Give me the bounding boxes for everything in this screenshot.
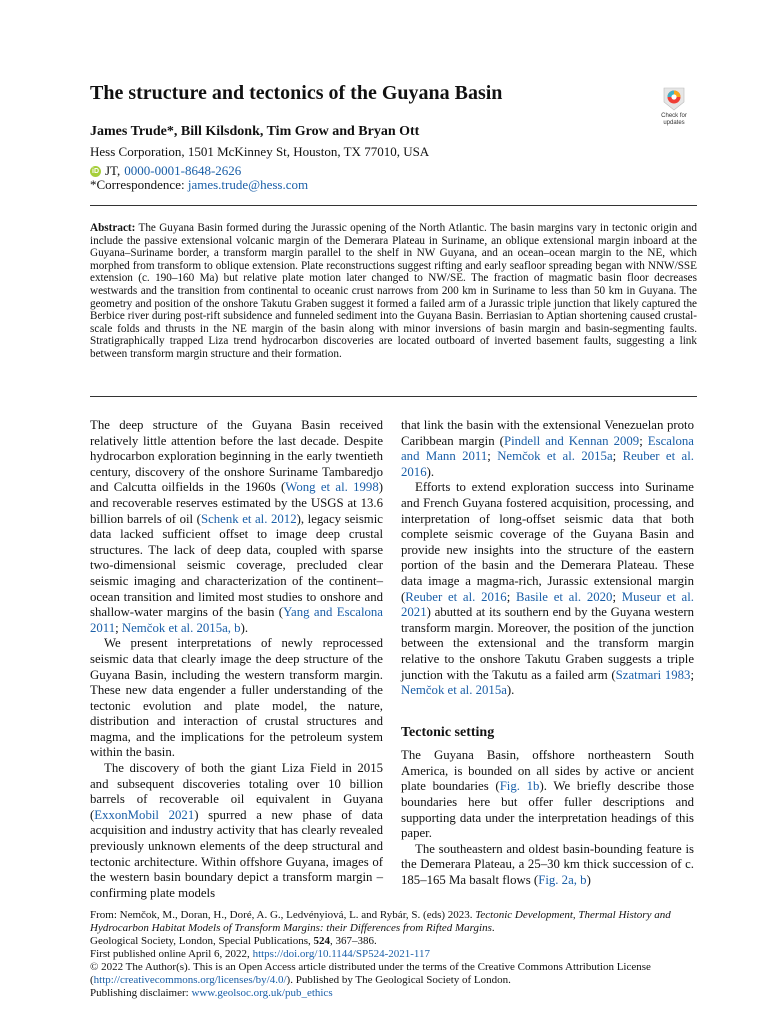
series-citation: Geological Society, London, Special Publications, 524, 367–386.	[90, 935, 377, 947]
figure-link[interactable]: Fig. 2a, b	[538, 873, 587, 888]
paragraph: The discovery of both the giant Liza Field in 2015 and subsequent discoveries totaling over 10 billion barrels of recoverable oil equivalent in Guyana (ExxonMobil 2021) spurred a new phase of data acquisition and industry activity that has clearly revealed previously unknown elements of the deep structural and tectonic architecture. Within offshore Guyana, images of the western basin boundary depict a transform margin – confirming plate models	[90, 761, 383, 900]
citation-link[interactable]: Escalona and Mann 2011	[401, 433, 694, 464]
citation-link[interactable]: Reuber et al. 2016	[405, 589, 507, 604]
paragraph: The deep structure of the Guyana Basin received relatively little attention before the last decade. Despite hydrocarbon exploration beginning in the early twentieth century, discovery of the onshore Suriname Tambaredjo and Calcutta oilfields in the 1960s (Wong et al. 1998) and recoverable reserves estimated by the USGS at 13.6 billion barrels of oil (Schenk et al. 2012), legacy seismic data lacked sufficient offset to image deep crustal structures. The lack of deep data, coupled with sparse two-dimensional seismic coverage, precluded clear seismic imaging and characterization of the continent–ocean transition and limited most studies to onshore and shallow-water margins of the basin (Yang and Escalona 2011; Nemčok et al. 2015a, b).	[90, 418, 383, 635]
license-notice: © 2022 The Author(s). This is an Open Access article distributed under the terms of the Creative Commons Attribution License (http://creativecommons.org/licenses/by/4.0/). Published by The Geological Society of London.	[90, 961, 651, 986]
article-title: The structure and tectonics of the Guyana Basin	[90, 82, 503, 104]
orcid-initials: JT,	[105, 163, 121, 178]
citation-link[interactable]: Wong et al. 1998	[285, 480, 379, 495]
section-heading-tectonic-setting: Tectonic setting	[401, 724, 495, 740]
correspondence: *Correspondence: james.trude@hess.com	[90, 177, 309, 192]
abstract-text: The Guyana Basin formed during the Jurassic opening of the North Atlantic. The basin margins vary in tectonic origin and include the passive extensional volcanic margin of the Demerara Plateau in Suriname, an oblique extensional margin inboard at the Guyana–Suriname border, a transform margin parallel to the shelf in NW Guyana, and an ocean–ocean margin to the NE, which morphed from transform to oblique extension. Plate reconstructions suggest rifting and early seafloor spreading began with NNW/SSE extension (c. 190–160 Ma) but relative plate motion later changed to NW/SE. The fraction of magmatic basin floor decreases westwards and the transition from continental to oceanic crust narrows from 200 km in Suriname to less than 50 km in Guyana. The geometry and position of the onshore Takutu Graben suggest it formed a failed arm of a Jurassic triple junction that likely captured the Berbice river during post-rift subsidence and funneled sediment into the Guyana Basin. Berriasian to Aptian shortening caused crustal-scale folds and thrusts in the NE margin of the basin along with minor inversions of basin margin and basin-segmenting faults. Stratigraphically trapped Liza trend hydrocarbon discoveries are located outboard of inverted basement faults, suggesting a link between transform margin structure and their formation.	[90, 222, 697, 360]
citation-link[interactable]: Szatmari 1983	[615, 667, 691, 682]
check-for-updates-label: Check for updates	[661, 113, 687, 126]
doi-link[interactable]: https://doi.org/10.1144/SP524-2021-117	[252, 948, 431, 960]
abstract-label: Abstract:	[90, 222, 136, 234]
citation-footer	[90, 909, 700, 1000]
citation-link[interactable]: Basile et al. 2020	[515, 589, 613, 604]
abstract-top-rule	[90, 205, 697, 206]
left-column	[90, 418, 383, 901]
correspondence-email-link[interactable]: james.trude@hess.com	[187, 177, 309, 192]
source-citation: From: Nemčok, M., Doran, H., Doré, A. G., Ledvényiová, L. and Rybár, S. (eds) 2023. Tectonic Development, Thermal History and Hydrocarbon Habitat Models of Transform Margins: their Differences from Rifted Margins.	[90, 909, 671, 934]
orcid-link[interactable]: 0000-0001-8648-2626	[124, 163, 242, 178]
publication-date: First published online April 6, 2022, https://doi.org/10.1144/SP524-2021-117	[90, 948, 431, 960]
paragraph: The southeastern and oldest basin-bounding feature is the Demerara Plateau, a 25–30 km thick succession of c. 185–165 Ma basalt flows (Fig. 2a, b)	[401, 841, 694, 888]
ethics-link[interactable]: www.geolsoc.org.uk/pub_ethics	[191, 987, 333, 999]
abstract	[90, 222, 697, 361]
license-link[interactable]: http://creativecommons.org/licenses/by/4.0/	[93, 974, 287, 986]
citation-link[interactable]: Yang and Escalona 2011	[90, 605, 383, 635]
citation-link[interactable]: Reuber et al. 2016	[401, 449, 694, 479]
citation-link[interactable]: Nemčok et al. 2015a, b	[121, 620, 241, 635]
paragraph: that link the basin with the extensional Venezuelan proto Caribbean margin (Pindell and Kennan 2009; Escalona and Mann 2011; Nemčok et al. 2015a; Reuber et al. 2016).	[401, 418, 694, 479]
publishing-disclaimer: Publishing disclaimer: www.geolsoc.org.uk/pub_ethics	[90, 987, 333, 999]
author-list: James Trude*, Bill Kilsdonk, Tim Grow and Bryan Ott	[90, 124, 420, 139]
crossmark-icon	[662, 86, 686, 112]
orcid-icon: iD	[92, 167, 99, 175]
citation-link[interactable]: Nemčok et al. 2015a	[401, 683, 507, 698]
check-for-updates-badge[interactable]	[653, 86, 695, 130]
affiliation: Hess Corporation, 1501 McKinney St, Houston, TX 77010, USA	[90, 144, 430, 159]
paragraph: The Guyana Basin, offshore northeastern South America, is bounded on all sides by active or ancient plate boundaries (Fig. 1b). We briefly describe those boundaries here but offer fuller descriptions and supporting data under the interpretation headings of this paper.	[401, 748, 694, 841]
citation-link[interactable]: Schenk et al. 2012	[200, 511, 297, 526]
abstract-bottom-rule	[90, 396, 697, 397]
citation-link[interactable]: Nemčok et al. 2015a	[497, 449, 613, 464]
figure-link[interactable]: Fig. 1b	[499, 779, 540, 794]
citation-link[interactable]: ExxonMobil 2021	[94, 807, 195, 822]
paragraph: We present interpretations of newly reprocessed seismic data that clearly image the deep structure of the Guyana Basin, including the western transform margin. These new data engender a fuller understanding of the tectonic evolution and plate model, the nature, distribution and interaction of crustal structures and magma, and the implications for the petroleum system within the basin.	[90, 636, 383, 760]
right-column	[401, 418, 694, 889]
paragraph: Efforts to extend exploration success into Suriname and French Guyana fostered acquisition, processing, and interpretation of long-offset seismic data that both complete seismic coverage of the Guyana Basin and provide new insights into the structure of the eastern portion of the basin and the Demerara Plateau. These data image a magma-rich, Jurassic extensional margin (Reuber et al. 2016; Basile et al. 2020; Museur et al. 2021) abutted at its southern end by the Guyana western transform margin. Moreover, the position of the junction between the extensional and the transform margin relative to the onshore Takutu Graben suggests a triple junction with the Takutu as a failed arm (Szatmari 1983; Nemčok et al. 2015a).	[401, 480, 694, 698]
citation-link[interactable]: Museur et al. 2021	[401, 589, 694, 620]
citation-link[interactable]: Pindell and Kennan 2009	[503, 433, 640, 448]
